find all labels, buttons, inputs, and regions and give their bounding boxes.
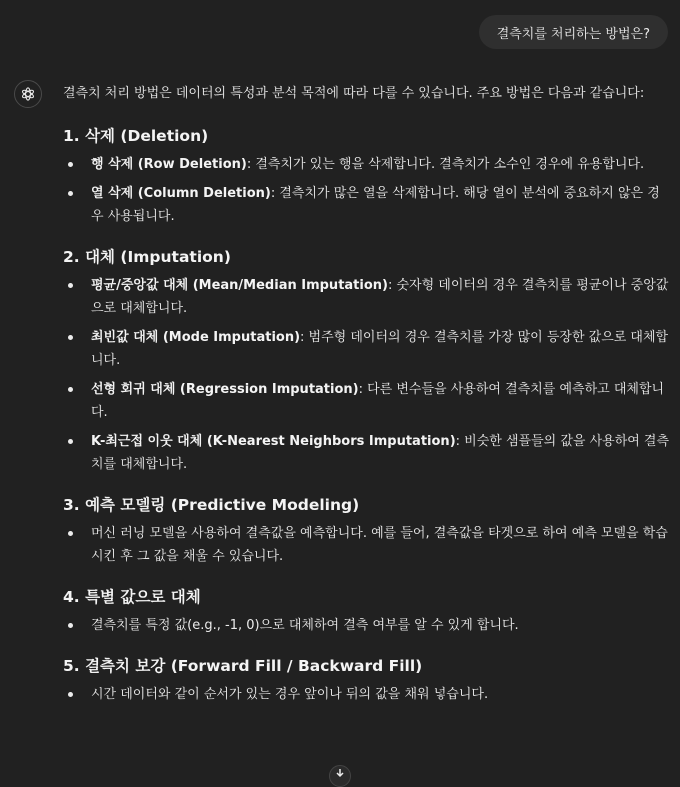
bullet-list xyxy=(63,614,671,637)
item-text: : 결측치가 많은 열을 삭제합니다. 해당 열이 분석에 중요하지 않은 경우 사용됩니다. xyxy=(91,186,660,224)
section-special-value xyxy=(63,586,671,637)
section-title: 1. 삭제 (Deletion) xyxy=(63,127,209,145)
bullet-list xyxy=(63,274,671,476)
item-term: 행 삭제 (Row Deletion) xyxy=(91,157,247,172)
item-term: 최빈값 대체 (Mode Imputation) xyxy=(91,330,301,345)
bullet-list xyxy=(63,522,671,568)
item-term: 선형 회귀 대체 (Regression Imputation) xyxy=(91,382,359,397)
section-imputation xyxy=(63,246,671,476)
item-text: : 범주형 데이터의 경우 결측치를 가장 많이 등장한 값으로 대체합니다. xyxy=(91,330,669,368)
item-text: : 다른 변수들을 사용하여 결측치를 예측하고 대체합니다. xyxy=(91,382,665,420)
assistant-message xyxy=(63,81,671,712)
bullet-list xyxy=(63,683,671,706)
assistant-avatar xyxy=(14,80,42,108)
assistant-intro: 결측치 처리 방법은 데이터의 특성과 분석 목적에 따라 다를 수 있습니다. 주요 방법은 다음과 같습니다: xyxy=(63,86,645,101)
list-item xyxy=(63,430,671,476)
arrow-down-icon xyxy=(335,768,345,778)
list-item xyxy=(63,522,671,568)
user-message-text: 결측치를 처리하는 방법은? xyxy=(496,26,650,42)
item-text: : 비슷한 샘플들의 값을 사용하여 결측치를 대체합니다. xyxy=(91,434,670,472)
item-term: 평균/중앙값 대체 (Mean/Median Imputation) xyxy=(91,278,388,293)
list-item xyxy=(63,153,671,176)
bullet-list xyxy=(63,153,671,228)
section-title: 5. 결측치 보강 (Forward Fill / Backward Fill) xyxy=(63,657,423,675)
section-predictive-modeling xyxy=(63,494,671,568)
item-term: K-최근접 이웃 대체 (K-Nearest Neighbors Imputation) xyxy=(91,434,456,449)
section-title: 2. 대체 (Imputation) xyxy=(63,248,231,266)
section-fill xyxy=(63,655,671,706)
scroll-to-bottom-button[interactable] xyxy=(329,765,351,787)
list-item xyxy=(63,683,671,706)
section-deletion xyxy=(63,125,671,228)
list-item xyxy=(63,614,671,637)
list-item xyxy=(63,182,671,228)
list-item xyxy=(63,326,671,372)
list-item xyxy=(63,274,671,320)
list-item xyxy=(63,378,671,424)
section-title: 3. 예측 모델링 (Predictive Modeling) xyxy=(63,496,360,514)
item-text: : 숫자형 데이터의 경우 결측치를 평균이나 중앙값으로 대체합니다. xyxy=(91,278,669,316)
section-title: 4. 특별 값으로 대체 xyxy=(63,588,201,606)
item-term: 열 삭제 (Column Deletion) xyxy=(91,186,271,201)
user-message-bubble xyxy=(479,15,668,49)
item-text: 결측치를 특정 값(e.g., -1, 0)으로 대체하여 결측 여부를 알 수 있게 합니다. xyxy=(91,618,519,633)
chatgpt-logo-icon xyxy=(19,85,37,103)
item-text: 시간 데이터와 같이 순서가 있는 경우 앞이나 뒤의 값을 채워 넣습니다. xyxy=(91,687,489,702)
item-text: 머신 러닝 모델을 사용하여 결측값을 예측합니다. 예를 들어, 결측값을 타겟으로 하여 예측 모델을 학습시킨 후 그 값을 채울 수 있습니다. xyxy=(91,526,668,564)
item-text: : 결측치가 있는 행을 삭제합니다. 결측치가 소수인 경우에 유용합니다. xyxy=(246,157,645,172)
